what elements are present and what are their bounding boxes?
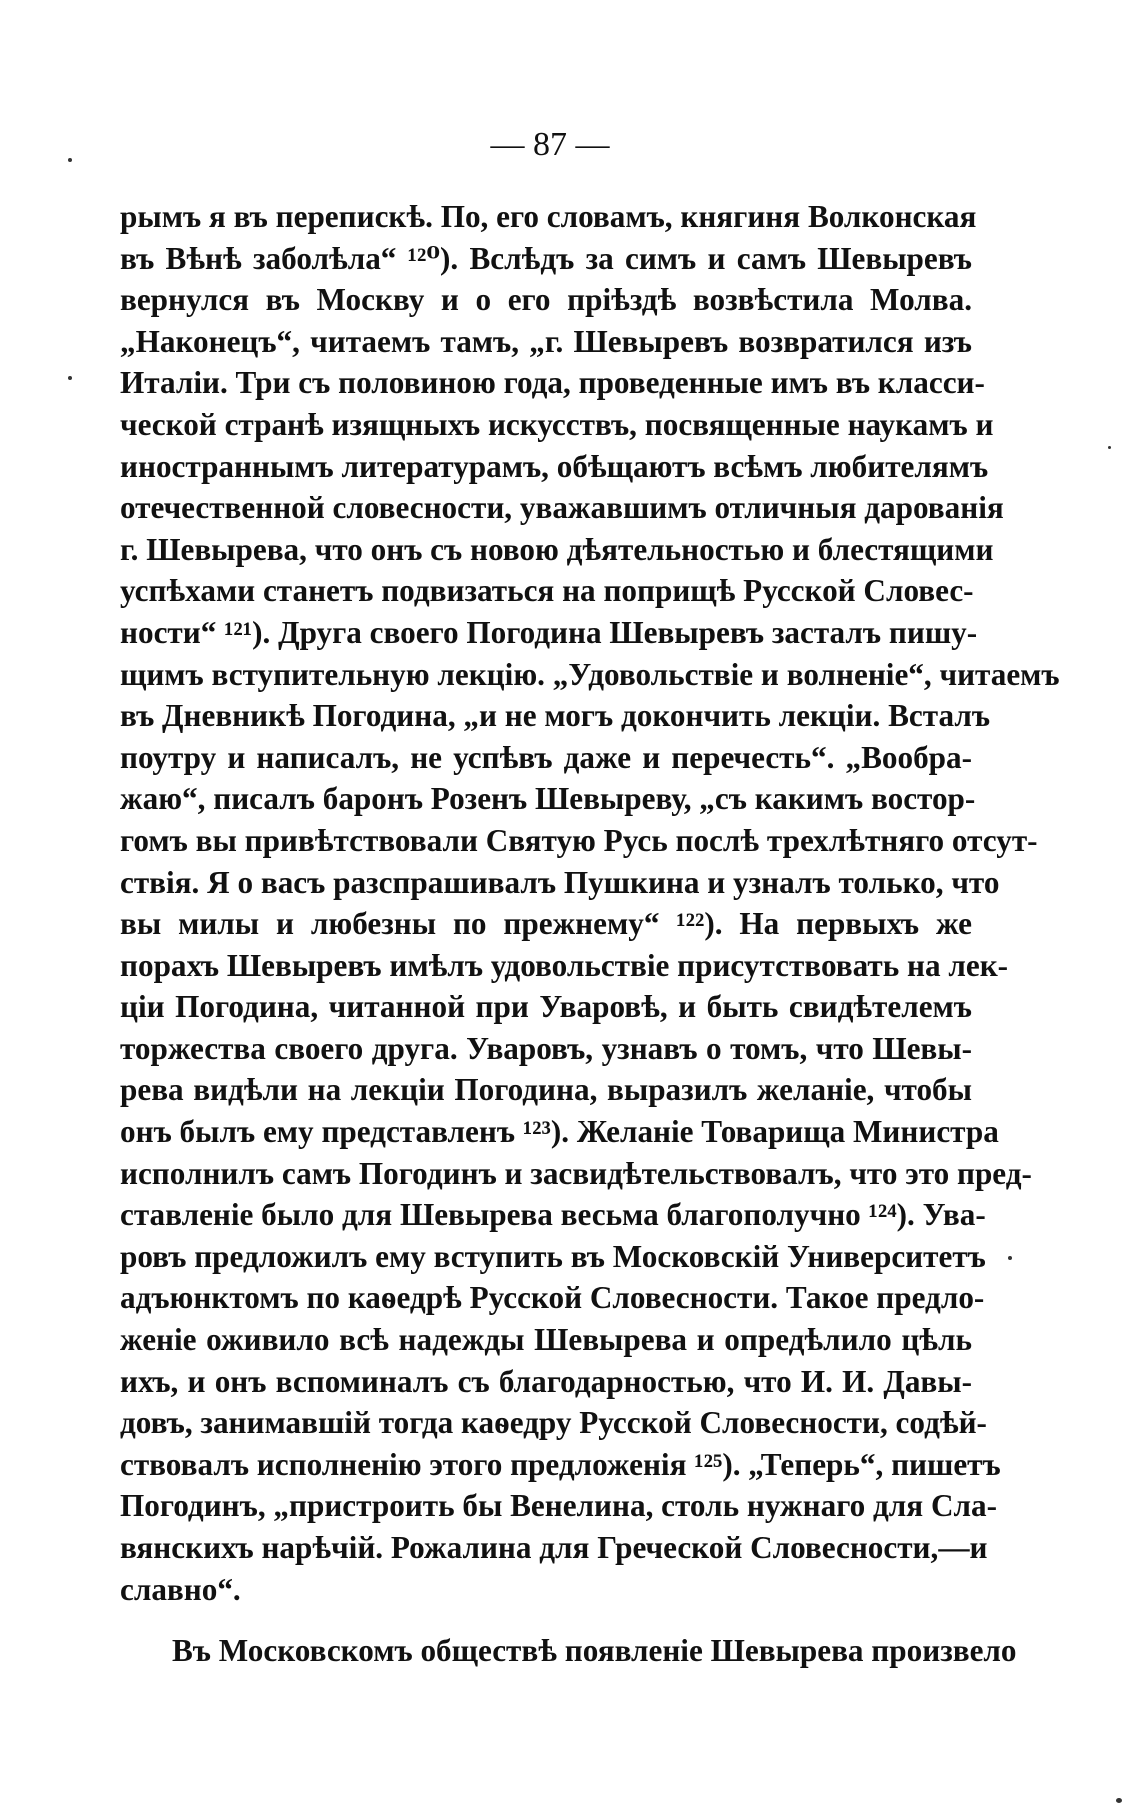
- text-line: исполнилъ самъ Погодинъ и засвидѣтельствовалъ, что это пред-: [120, 1155, 1032, 1191]
- text-line: вы милы и любезны по прежнему“ ¹²²). На первыхъ же: [120, 906, 972, 942]
- text-line: ровъ предложилъ ему вступить въ Московскій Университетъ: [120, 1238, 986, 1274]
- text-line: довъ, занимавшій тогда каѳедру Русской Словесности, содѣй-: [120, 1405, 987, 1441]
- text-line: жаю“, писалъ баронъ Розенъ Шевыреву, „съ какимъ востор-: [120, 781, 976, 817]
- text-line: въ Вѣнѣ заболѣла“ ¹²⁰). Вслѣдъ за симъ и самъ Шевыревъ: [120, 240, 972, 276]
- text-line: ствовалъ исполненію этого предложенія ¹²⁵). „Теперь“, пишетъ: [120, 1446, 1001, 1482]
- text-line: ставленіе было для Шевырева весьма благополучно ¹²⁴). Ува-: [120, 1197, 986, 1233]
- text-line: „Наконецъ“, читаемъ тамъ, „г. Шевыревъ возвратился изъ: [120, 323, 972, 359]
- text-line: торжества своего друга. Уваровъ, узнавъ о томъ, что Шевы-: [120, 1030, 972, 1066]
- text-line: поутру и написалъ, не успѣвъ даже и перечесть“. „Вообра-: [120, 739, 972, 775]
- text-line: ціи Погодина, читанной при Уваровѣ, и быть свидѣтелемъ: [120, 989, 972, 1025]
- text-line: вянскихъ нарѣчій. Рожалина для Греческой Словесности,—и: [120, 1530, 988, 1565]
- text-line: рымъ я въ перепискѣ. По, его словамъ, княгиня Волконская: [120, 199, 977, 234]
- text-line: Италіи. Три съ половиною года, проведенные имъ въ класси-: [120, 365, 985, 401]
- paragraph-gap: [120, 1610, 972, 1630]
- text-line: въ Дневникѣ Погодина, „и не могъ докончить лекціи. Всталъ: [120, 698, 991, 734]
- paragraph-end-line: славно“.: [120, 1571, 241, 1607]
- scan-speck: [68, 376, 72, 380]
- text-line: гомъ вы привѣтствовали Святую Русь послѣ трехлѣтняго отсут-: [120, 822, 1038, 858]
- text-line: ческой странѣ изящныхъ искусствъ, посвященные наукамъ и: [120, 406, 994, 442]
- scan-speck: [68, 158, 72, 162]
- body-text: [120, 196, 1060, 1672]
- page-number: — 87 —: [490, 126, 610, 163]
- text-line: Погодинъ, „пристроить бы Венелина, столь нужнаго для Сла-: [120, 1488, 997, 1524]
- text-line: адъюнктомъ по каѳедрѣ Русской Словесности. Такое предло-: [120, 1280, 985, 1316]
- next-paragraph-line: Въ Московскомъ обществѣ появленіе Шевырева произвело: [172, 1633, 1017, 1669]
- text-line: ствія. Я о васъ разспрашивалъ Пушкина и узналъ только, что: [120, 864, 1000, 900]
- text-line: г. Шевырева, что онъ съ новою дѣятельностью и блестящими: [120, 531, 994, 567]
- text-line: ихъ, и онъ вспоминалъ съ благодарностью, что И. И. Давы-: [120, 1363, 972, 1399]
- text-line: онъ былъ ему представленъ ¹²³). Желаніе Товарища Министра: [120, 1114, 999, 1150]
- text-line: рева видѣли на лекціи Погодина, выразилъ желаніе, чтобы: [120, 1072, 972, 1108]
- scan-speck: [1116, 1798, 1122, 1803]
- text-line: вернулся въ Москву и о его пріѣздѣ возвѣстила Молва.: [120, 282, 972, 318]
- scan-speck: [1108, 446, 1111, 449]
- text-line: порахъ Шевыревъ имѣлъ удовольствіе присутствовать на лек-: [120, 947, 1009, 983]
- text-line: женіе оживило всѣ надежды Шевырева и опредѣлило цѣль: [120, 1322, 972, 1358]
- text-line: иностраннымъ литературамъ, обѣщаютъ всѣмъ любителямъ: [120, 448, 989, 484]
- text-line: успѣхами станетъ подвизаться на поприщѣ Русской Словес-: [120, 573, 974, 609]
- text-line: ности“ ¹²¹). Друга своего Погодина Шевыревъ засталъ пишу-: [120, 614, 978, 650]
- text-line: отечественной словесности, уважавшимъ отличныя дарованія: [120, 490, 1004, 526]
- scan-speck: [1008, 1256, 1012, 1260]
- text-line: щимъ вступительную лекцію. „Удовольствіе и волненіе“, читаемъ: [120, 656, 1060, 692]
